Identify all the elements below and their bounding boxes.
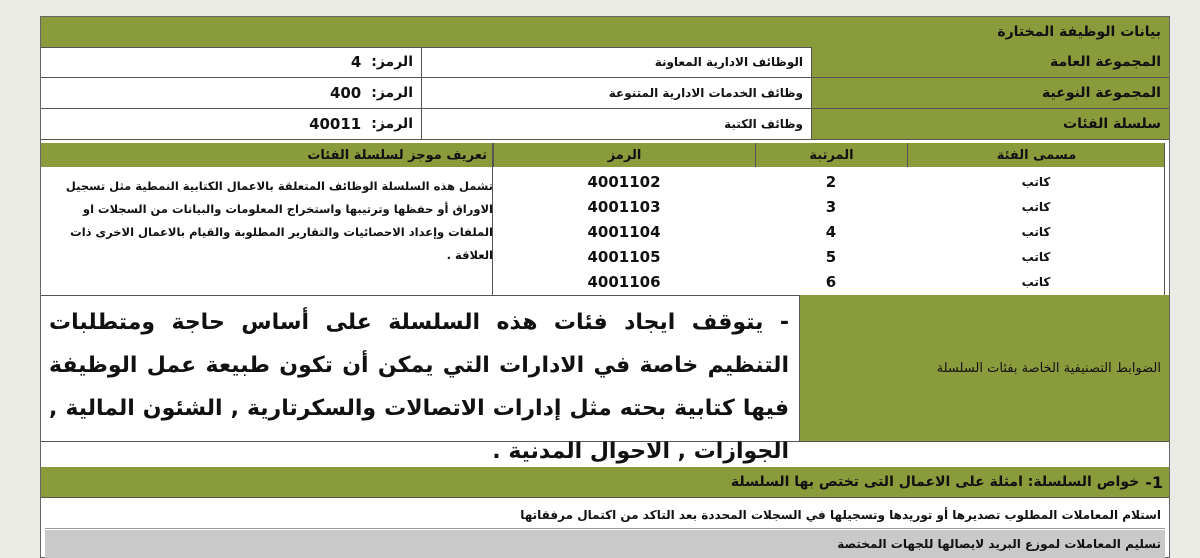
series-description: تشمل هذه السلسلة الوظائف المتعلقة بالاعمال الكتابية النمطية مثل تسجيل الاوراق أو حفظها وترتيبها واستخراج المعلومات والبيانات من السجلات او الملفات وإعداد الاحصائيات والتقارير المطلوبة والقيام بالاعمال الاخرى ذات العلاقة . [65, 179, 493, 262]
section-number: 1- [1145, 472, 1163, 492]
general-group-label: المجموعة العامة [811, 47, 1169, 77]
general-group-code [41, 47, 421, 77]
rank-cell: 3 [825, 197, 837, 216]
section-title: خواص السلسلة: امثلة على الاعمال التى تختص بها السلسلة [730, 474, 1140, 490]
rank-cell: 4 [825, 222, 837, 241]
code-value: 40011 [309, 115, 362, 133]
header-code: الرمز [493, 143, 755, 167]
spacer-row [41, 441, 1169, 468]
rank-cell: 2 [825, 172, 837, 191]
series-value: وظائف الكتبة [421, 109, 811, 139]
list-item: استلام المعاملات المطلوب تصديرها أو توريدها وتسجيلها في السجلات المحددة بعد التاكد من اكتمال مرفقاتها [45, 501, 1165, 529]
code-cell: 4001104 [587, 222, 661, 241]
specific-group-code [41, 78, 421, 108]
code-cell: 4001105 [587, 247, 661, 266]
code-cell: 4001106 [587, 272, 661, 291]
list-item: تسليم المعاملات لموزع البريد لايصالها للجهات المختصة [45, 530, 1165, 558]
rank-column [755, 169, 907, 295]
code-label: الرمز: [371, 85, 413, 101]
category-cell: كاتب [1021, 199, 1051, 214]
category-cell: كاتب [1021, 224, 1051, 239]
header-category: مسمى الفئة [907, 143, 1165, 167]
code-label: الرمز: [371, 54, 413, 70]
code-label: الرمز: [371, 116, 413, 132]
rank-cell: 6 [825, 272, 837, 291]
info-row-series [41, 109, 1169, 140]
header-rank: المرتبة [755, 143, 907, 167]
rank-cell: 5 [825, 247, 837, 266]
category-cell: كاتب [1021, 274, 1051, 289]
category-cell: كاتب [1021, 174, 1051, 189]
series-code [41, 109, 421, 139]
category-cell: كاتب [1021, 249, 1051, 264]
code-value: 400 [329, 84, 362, 102]
specific-group-label: المجموعة النوعية [811, 78, 1169, 108]
rules-label: الضوابط التصنيفية الخاصة بفئات السلسلة [799, 295, 1169, 441]
specific-group-value: وظائف الخدمات الادارية المتنوعة [421, 78, 811, 108]
header-row [41, 17, 1169, 48]
grades-table [41, 139, 1169, 296]
section-header [41, 467, 1169, 498]
rules-text: - يتوقف ايجاد فئات هذه السلسلة على أساس حاجة ومتطلبات التنظيم خاصة في الادارات التي يمكن أن تكون طبيعة عمل الوظيفة فيها كتابية بحته مثل إدارات الاتصالات والسكرتارية , الشئون المالية , الجوازات , الاحوال المدنية . [49, 310, 789, 464]
classification-rules-row [41, 295, 1169, 464]
code-cell: 4001102 [587, 172, 661, 191]
series-label: سلسلة الفئات [811, 109, 1169, 139]
page-title: بيانات الوظيفة المختارة [997, 24, 1161, 40]
header-description: تعريف موجز لسلسلة الفئات [41, 143, 493, 167]
code-column [493, 169, 755, 295]
job-data-sheet [40, 16, 1170, 558]
code-cell: 4001103 [587, 197, 661, 216]
info-row-specific-group [41, 78, 1169, 109]
info-row-general-group [41, 47, 1169, 78]
category-column [907, 169, 1165, 295]
code-value: 4 [350, 53, 362, 71]
general-group-value: الوظائف الادارية المعاونة [421, 47, 811, 77]
